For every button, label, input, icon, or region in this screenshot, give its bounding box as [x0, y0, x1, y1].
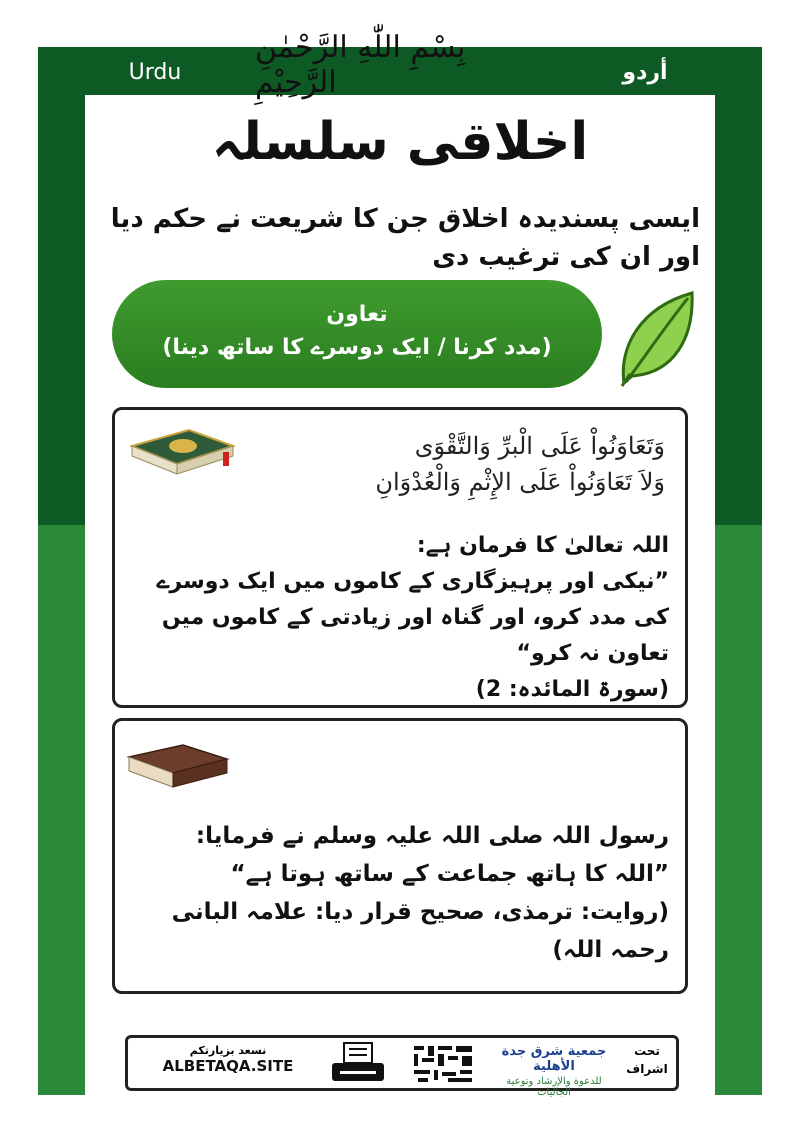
site-url[interactable]: ALBETAQA.SITE	[162, 1057, 294, 1075]
organization-logo	[490, 1040, 618, 1098]
supervision-label	[622, 1042, 672, 1078]
hadith-intro: رسول اللہ صلی اللہ علیہ وسلم نے فرمایا:	[195, 823, 669, 849]
verse-translation: ”نیکی اور پرہیزگاری کے کاموں میں ایک دوسرے کی مدد کرو، اور گناہ اور زیادتی کے کاموں میں تعاون نہ کرو“	[156, 569, 669, 666]
language-tab-arabic[interactable]: أردو	[622, 59, 668, 85]
verse-line-2: وَلاَ تَعَاوَنُواْ عَلَى الإِثْمِ وَالْعُدْوَانِ	[375, 468, 665, 496]
hadith-card	[112, 718, 688, 994]
site-block[interactable]	[138, 1044, 318, 1075]
verse-reference: (سورۃ المائدہ: 2)	[475, 677, 669, 702]
site-caption: نسعد بزيارتكم	[189, 1044, 267, 1057]
quran-verse	[255, 428, 665, 500]
basmala-calligraphy: بِسْمِ اللّٰهِ الرَّحْمٰنِ الرَّحِیْمِ	[255, 30, 466, 100]
topic-meaning: (مدد کرنا / ایک دوسرے کا ساتھ دینا)	[162, 335, 552, 360]
hadith-text	[124, 817, 669, 969]
footer-bar	[125, 1035, 679, 1098]
verse-card	[112, 407, 688, 708]
topic-name: تعاون	[326, 302, 388, 327]
tahta-line-2: اشراف	[626, 1062, 668, 1076]
verse-intro: اللہ تعالیٰ کا فرمان ہے:	[416, 533, 669, 558]
dawah-logo	[408, 1040, 478, 1086]
leaf-icon	[614, 288, 694, 388]
tahta-line-1: تحت	[634, 1044, 660, 1058]
hadith-quote: ”اللہ کا ہاتھ جماعت کے ساتھ ہوتا ہے“	[230, 861, 669, 887]
language-tab-english[interactable]: Urdu	[128, 59, 182, 85]
intro-text: ایسی پسندیدہ اخلاق جن کا شریعت نے حکم دیا اور ان کی ترغیب دی	[110, 204, 700, 272]
page-title: اخلاقی سلسلہ	[211, 112, 589, 172]
topic-banner	[112, 280, 602, 388]
verse-line-1: وَتَعَاوَنُواْ عَلَى الْبرِّ وَالتَّقْوَى	[414, 432, 665, 460]
quran-book-icon	[127, 424, 237, 482]
hadith-reference: (روایت: ترمذی، صحیح قرار دیا: علامہ البانی رحمہ اللہ)	[171, 899, 669, 963]
dawah-logo-text: الدعوة والوقف	[443, 1084, 450, 1085]
org-subtitle: للدعوة والإرشاد وتوعية الجاليات	[506, 1076, 602, 1098]
book-icon	[123, 735, 231, 793]
verse-explanation	[124, 528, 669, 708]
printer-icon[interactable]	[328, 1041, 388, 1085]
org-name: جمعية شرق جدة الأهلية	[501, 1044, 607, 1074]
